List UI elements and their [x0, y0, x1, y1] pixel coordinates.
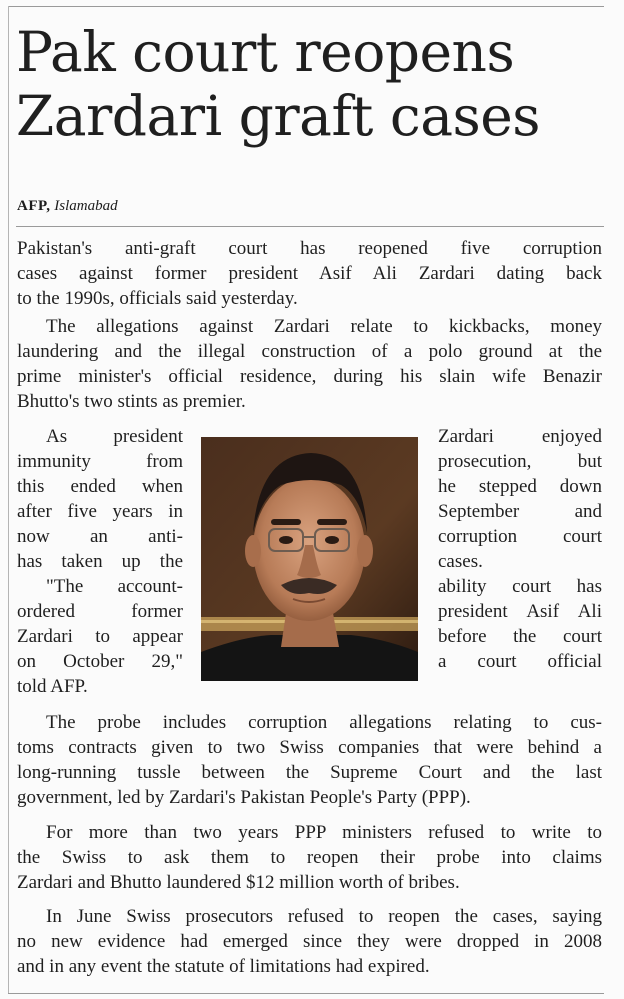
wrap-right-line: prosecution, but: [438, 451, 602, 472]
wrap-right-line: cases.: [438, 551, 483, 572]
body-line: prime minister's official residence, during his slain wife Benazir: [17, 366, 602, 387]
wrap-left-line: told AFP.: [17, 676, 88, 697]
wrap-right-line: president Asif Ali: [438, 601, 602, 622]
bottom-rule: [8, 993, 604, 994]
wrap-right-line: corruption court: [438, 526, 602, 547]
column-rule: [8, 6, 9, 994]
headline-line: Pak court reopens: [16, 20, 515, 84]
wrap-left-line: "The account-: [46, 576, 183, 597]
body-line: Pakistan's anti-graft court has reopened five corruption: [17, 238, 602, 259]
body-line: government, led by Zardari's Pakistan People's Party (PPP).: [17, 787, 471, 808]
body-line: and in any event the statute of limitations had expired.: [17, 956, 430, 977]
portrait-image: [201, 437, 418, 681]
wrap-left-line: after five years in: [17, 501, 183, 522]
body-line: the Swiss to ask them to reopen their probe into claims: [17, 847, 602, 868]
wrap-right-line: ability court has: [438, 576, 602, 597]
byline: [17, 198, 118, 215]
body-line: Zardari and Bhutto laundered $12 million worth of bribes.: [17, 872, 460, 893]
wrap-right-line: September and: [438, 501, 602, 522]
wrap-left-line: immunity from: [17, 451, 183, 472]
wrap-right-line: Zardari enjoyed: [438, 426, 602, 447]
body-line: For more than two years PPP ministers refused to write to: [46, 822, 602, 843]
wrap-left-line: Zardari to appear: [17, 626, 183, 647]
top-rule: [8, 6, 604, 7]
wrap-right-line: a court official: [438, 651, 602, 672]
wrap-left-line: As president: [46, 426, 183, 447]
headline-line: Zardari graft cases: [16, 84, 540, 148]
body-line: In June Swiss prosecutors refused to reopen the cases, saying: [46, 906, 602, 927]
body-line: Bhutto's two stints as premier.: [17, 391, 246, 412]
body-line: toms contracts given to two Swiss companies that were behind a: [17, 737, 602, 758]
byline-agency: AFP,: [17, 198, 51, 214]
headline: [16, 20, 616, 148]
body-line: cases against former president Asif Ali Zardari dating back: [17, 263, 602, 284]
wrap-right-line: he stepped down: [438, 476, 602, 497]
wrap-left-line: now an anti-: [17, 526, 183, 547]
byline-rule: [16, 226, 604, 227]
body-line: long-running tussle between the Supreme Court and the last: [17, 762, 602, 783]
body-line: The allegations against Zardari relate to kickbacks, money: [46, 316, 602, 337]
zardari-photo: [201, 437, 418, 681]
body-line: to the 1990s, officials said yesterday.: [17, 288, 298, 309]
wrap-left-line: this ended when: [17, 476, 183, 497]
body-line: laundering and the illegal construction of a polo ground at the: [17, 341, 602, 362]
byline-location: Islamabad: [54, 198, 118, 214]
wrap-right-line: before the court: [438, 626, 602, 647]
wrap-left-line: has taken up the: [17, 551, 183, 572]
body-line: The probe includes corruption allegations relating to cus-: [46, 712, 602, 733]
body-line: no new evidence had emerged since they were dropped in 2008: [17, 931, 602, 952]
wrap-left-line: ordered former: [17, 601, 183, 622]
wrap-left-line: on October 29,": [17, 651, 183, 672]
